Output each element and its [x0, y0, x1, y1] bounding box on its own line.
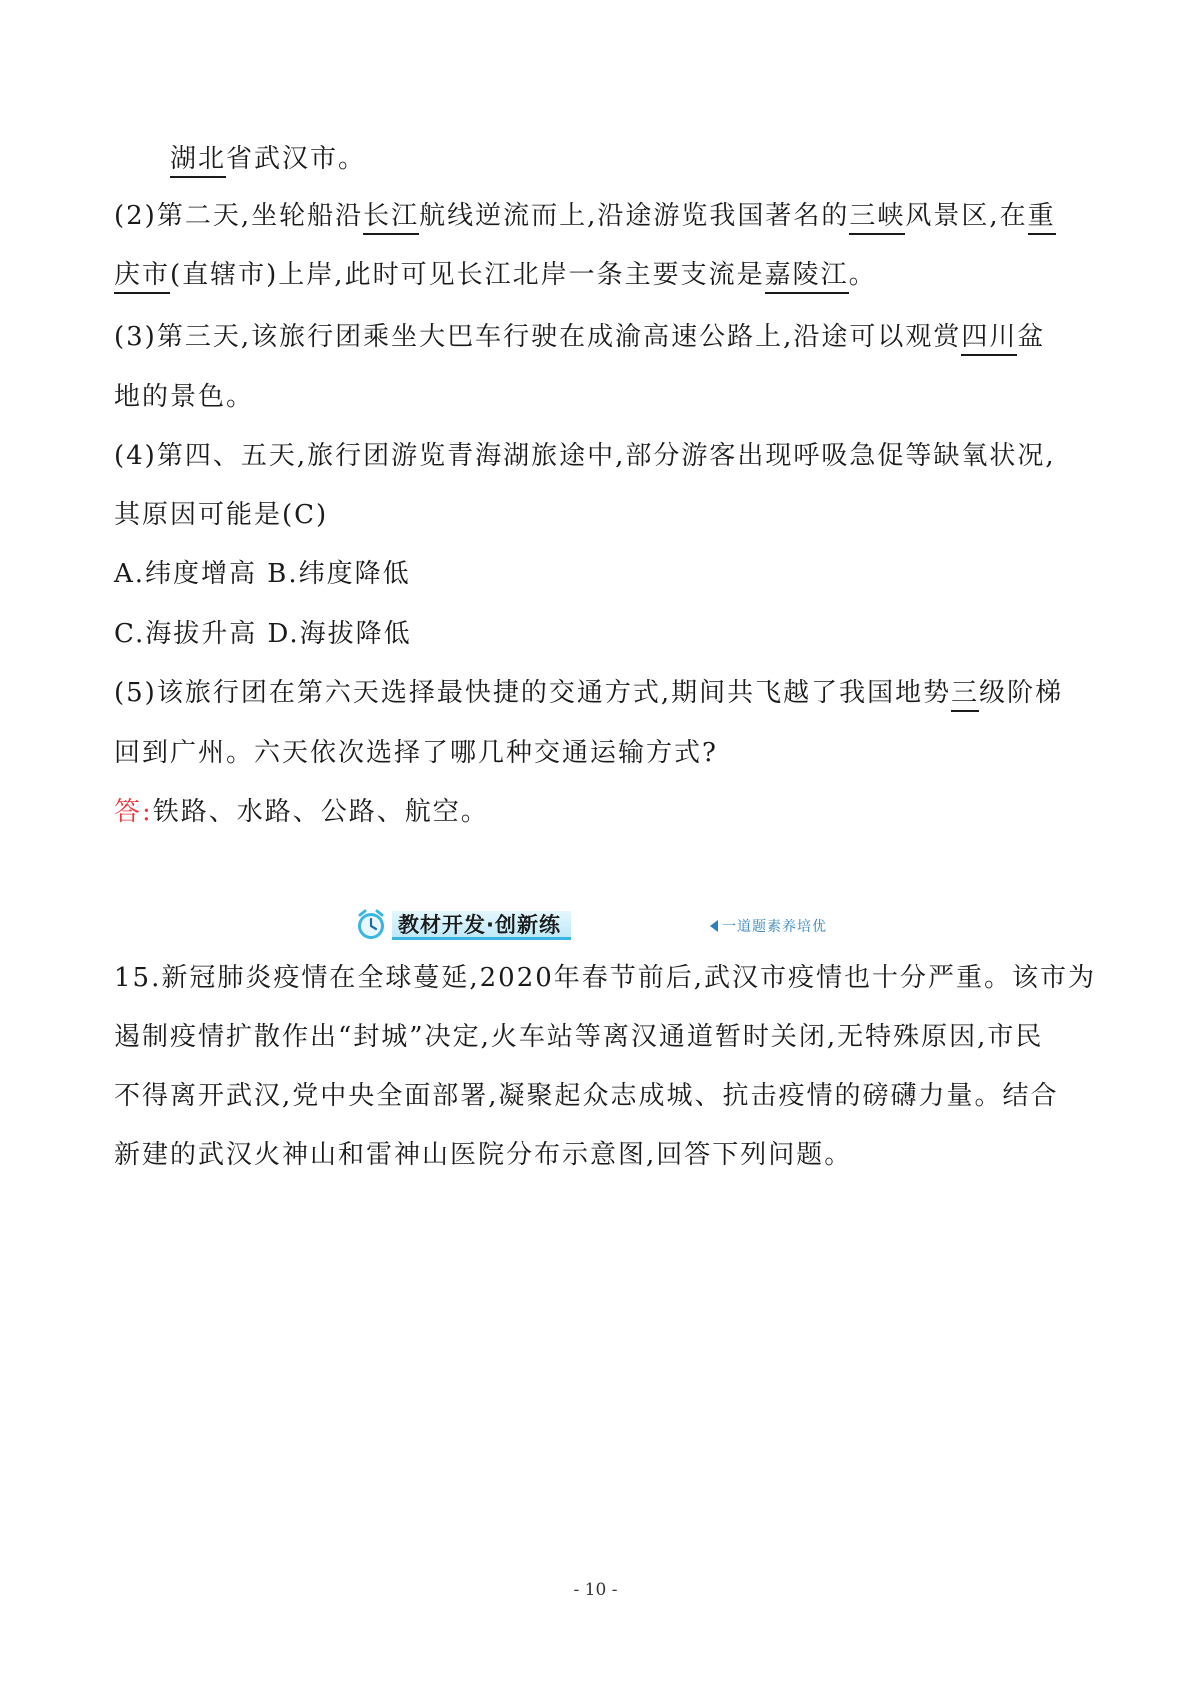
line-11	[114, 736, 718, 770]
answer-underline: 嘉陵江	[765, 258, 849, 294]
line-8	[114, 557, 411, 591]
answer-underline: 三峡	[849, 199, 905, 235]
text: 其原因可能是(C)	[114, 500, 329, 530]
answer-underline: 湖北	[170, 142, 226, 178]
text: 不得离开武汉,党中央全面部署,凝聚起众志成城、抗击疫情的磅礴力量。结合	[114, 1081, 1059, 1111]
line-7	[114, 498, 328, 532]
text: (4)第四、五天,旅行团游览青海湖旅途中,部分游客出现呼吸急促等缺氧状况,	[114, 441, 1056, 471]
text: 遏制疫情扩散作出“封城”决定,火车站等离汉通道暂时关闭,无特殊原因,市民	[114, 1022, 1044, 1052]
text: 15.新冠肺炎疫情在全球蔓延,2020年春节前后,武汉市疫情也十分严重。该市为	[114, 963, 1097, 993]
text: (3)第三天,该旅行团乘坐大巴车行驶在成渝高速公路上,沿途可以观赏	[114, 322, 962, 352]
text: 盆	[1017, 322, 1046, 352]
line-14	[114, 1020, 1043, 1054]
line-10	[114, 676, 1063, 712]
answer-underline: 四川	[961, 320, 1017, 356]
text: (2)第二天,坐轮船沿	[114, 201, 364, 231]
clock-icon	[354, 908, 388, 942]
line-13	[114, 961, 1096, 995]
text: (5)该旅行团在第六天选择最快捷的交通方式,期间共飞越了我国地势	[114, 678, 952, 708]
banner-title: 教材开发·创新练	[392, 911, 571, 940]
answer-underline: 庆市	[114, 258, 170, 294]
line-12	[114, 795, 489, 829]
text: 新建的武汉火神山和雷神山医院分布示意图,回答下列问题。	[114, 1140, 853, 1170]
section-banner	[354, 908, 571, 942]
triangle-left-icon	[710, 920, 718, 932]
line-2	[114, 199, 1056, 235]
line-4	[114, 320, 1045, 356]
option-text: C.海拔升高 D.海拔降低	[114, 619, 412, 649]
line-5	[114, 380, 254, 414]
answer-underline: 重	[1028, 199, 1056, 235]
answer-underline: 三	[951, 676, 979, 712]
option-text: A.纬度增高 B.纬度降低	[114, 559, 411, 589]
text: 铁路、水路、公路、航空。	[152, 797, 489, 827]
answer-underline: 长江	[363, 199, 419, 235]
text: 级阶梯	[979, 678, 1064, 708]
text: 地的景色。	[114, 382, 255, 412]
line-6	[114, 439, 1056, 473]
text: (直辖市)上岸,此时可见长江北岸一条主要支流是	[170, 260, 765, 290]
text: 航线逆流而上,沿途游览我国著名的	[419, 201, 850, 231]
line-3	[114, 258, 877, 294]
banner-note-text: 一道题素养培优	[722, 919, 827, 935]
line-15	[114, 1079, 1059, 1113]
text: 。	[848, 260, 877, 290]
line-16	[114, 1138, 852, 1172]
line-1	[170, 142, 366, 178]
banner-note	[710, 916, 827, 936]
page-number: - 10 -	[573, 1580, 618, 1600]
text: 风景区,在	[905, 201, 1028, 231]
answer-label: 答:	[114, 797, 153, 827]
line-9	[114, 617, 412, 651]
text: 回到广州。六天依次选择了哪几种交通运输方式?	[114, 738, 718, 768]
text: 省武汉市。	[226, 144, 367, 174]
